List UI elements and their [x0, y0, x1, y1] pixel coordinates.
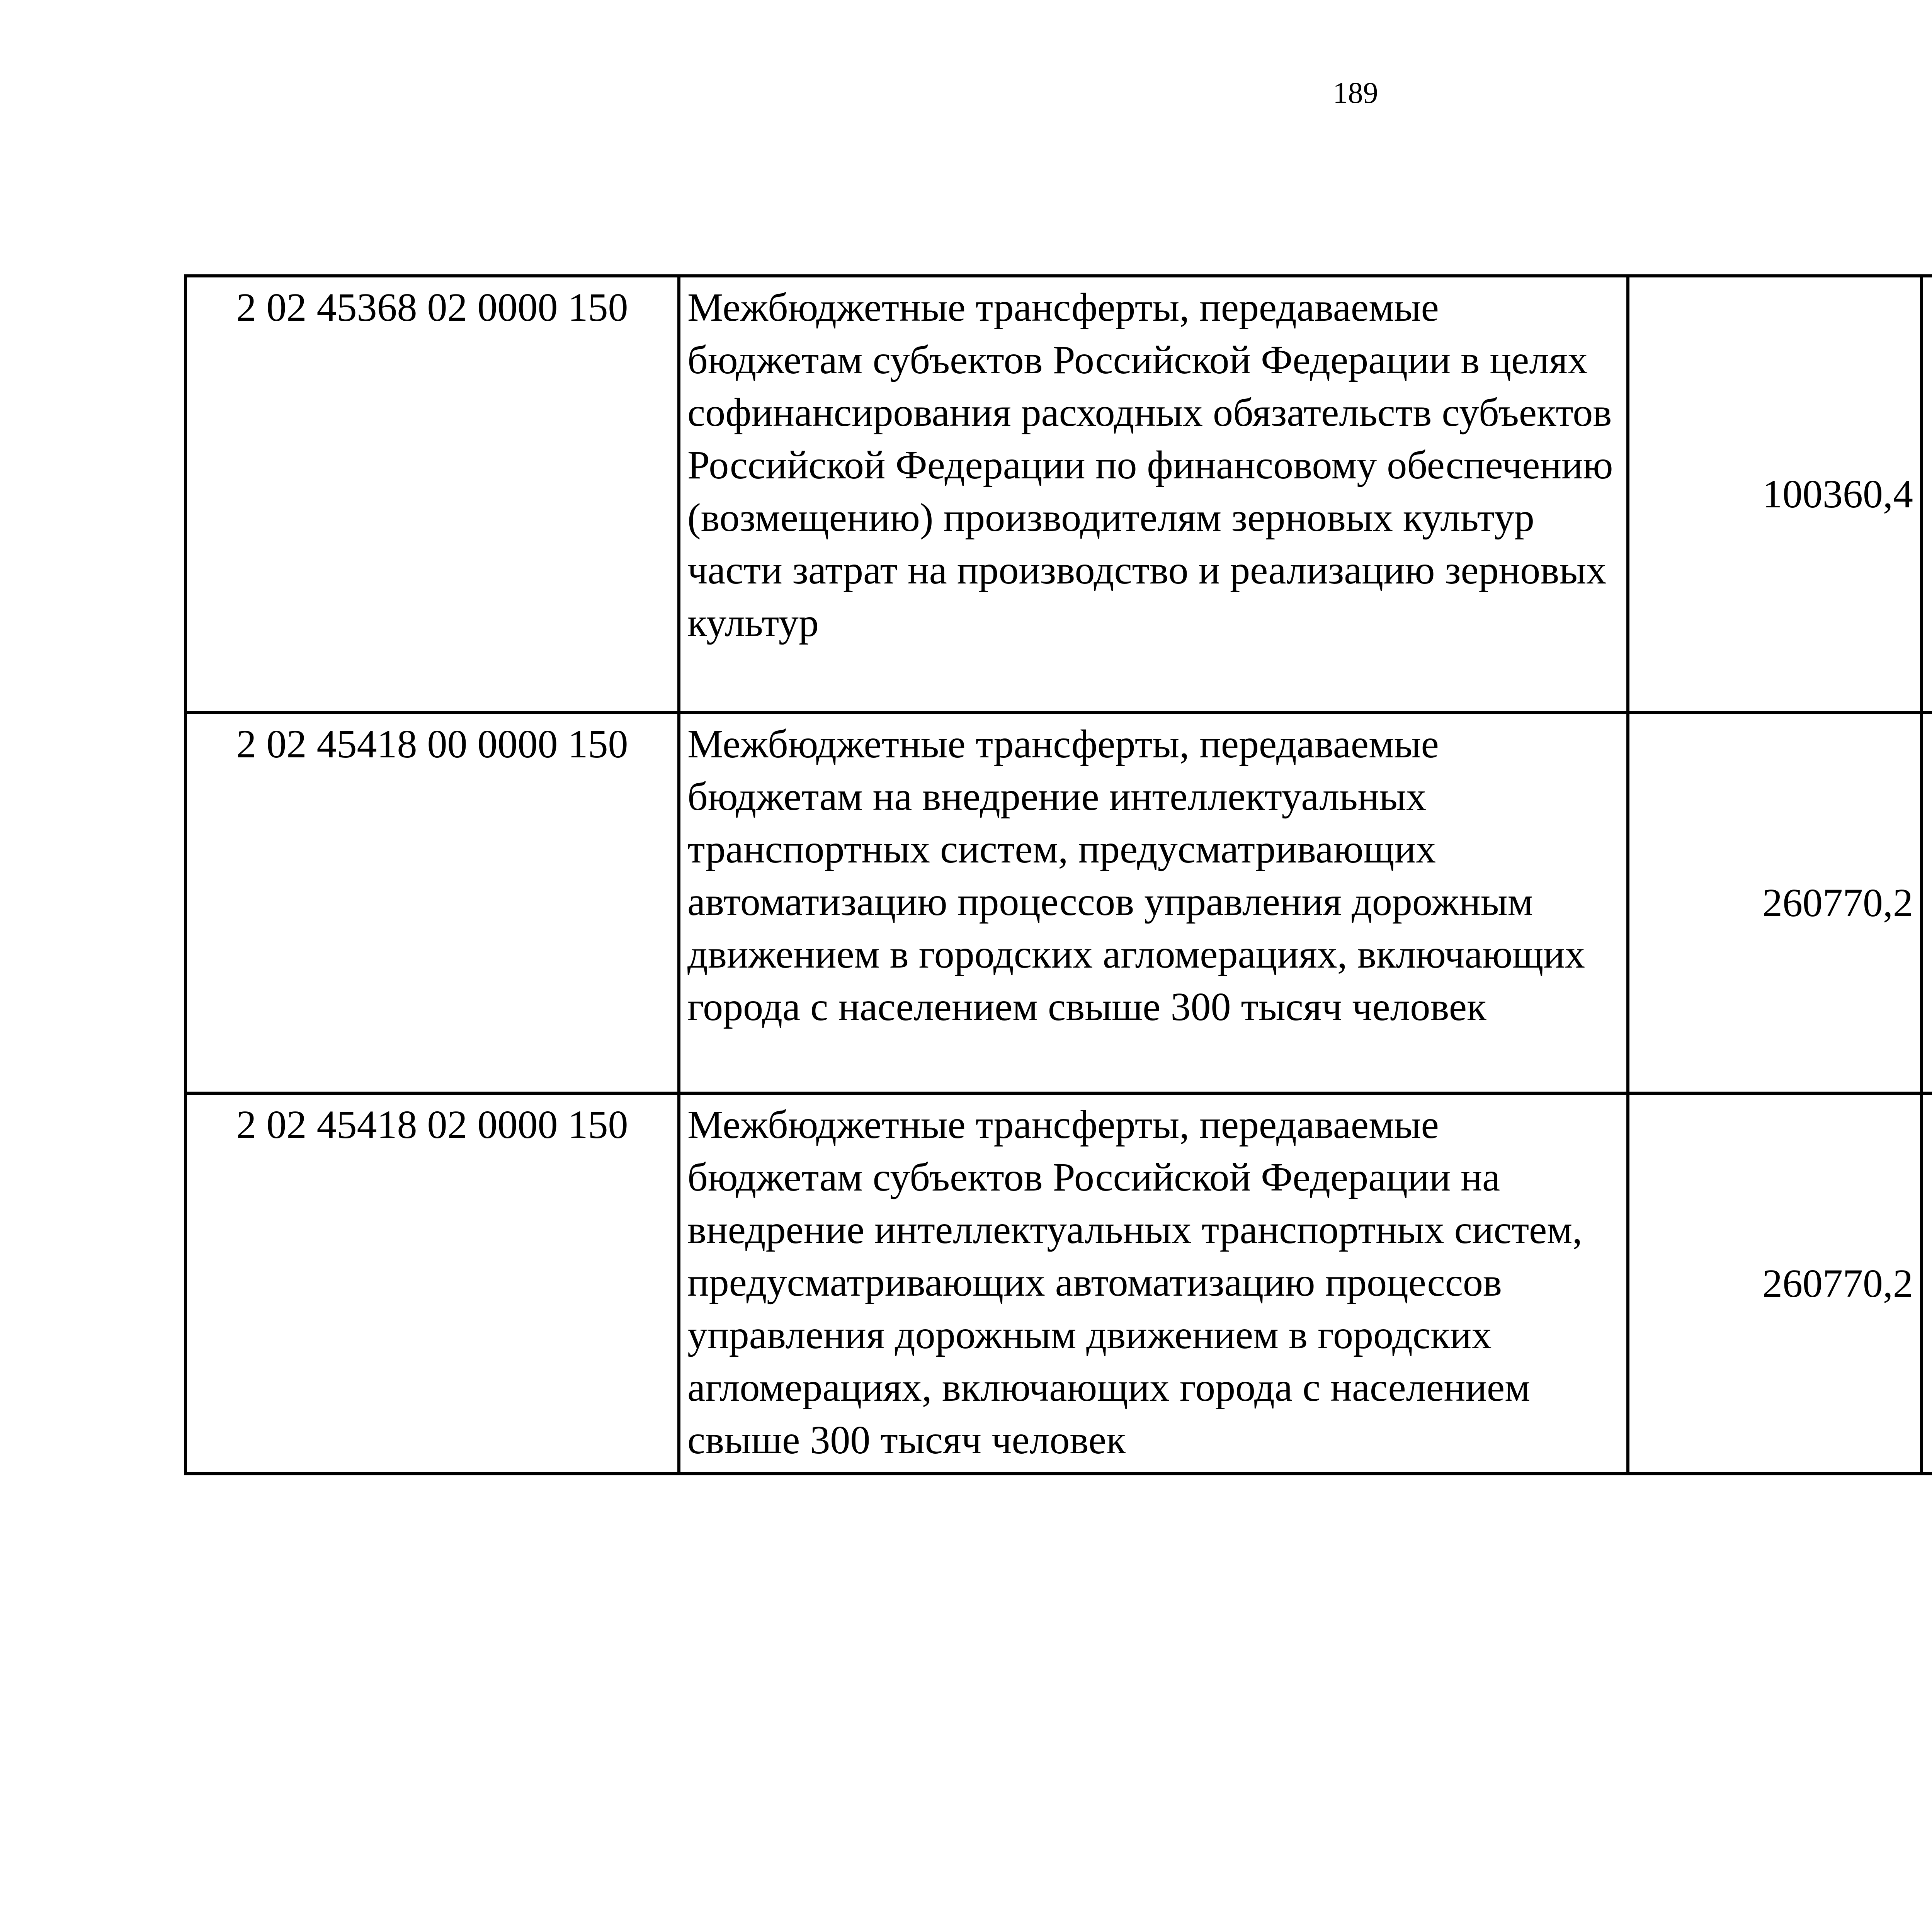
description: Межбюджетные трансферты, передаваемые бюджетам субъектов Российской Федерации в целях софинансирования расходных обязательств субъектов Российской Федерации по финансовому обеспечению (возмещению) производителям зерновых культур части затрат на производство и реализацию зерновых культур	[679, 276, 1628, 713]
table-row	[185, 1093, 1932, 1474]
page-number: 189	[1333, 76, 1378, 109]
budget-code: 2 02 45368 02 0000 150	[185, 276, 679, 713]
value-column-2	[1922, 276, 1932, 713]
description: Межбюджетные трансферты, передаваемые бюджетам субъектов Российской Федерации на внедрение интеллектуальных транспортных систем, предусматривающих автоматизацию процессов управления дорожным движением в городских агломерациях, включающих города с населением свыше 300 тысяч человек	[679, 1093, 1628, 1474]
value-column-1: 100360,4	[1628, 276, 1922, 713]
budget-code: 2 02 45418 02 0000 150	[185, 1093, 679, 1474]
description: Межбюджетные трансферты, передаваемые бюджетам на внедрение интеллектуальных транспортных систем, предусматривающих автоматизацию процессов управления дорожным движением в городских агломерациях, включающих города с населением свыше 300 тысяч человек	[679, 713, 1628, 1093]
table-row	[185, 713, 1932, 1093]
value-column-2	[1922, 1093, 1932, 1474]
value-column-1: 260770,2	[1628, 713, 1922, 1093]
budget-table	[184, 274, 1932, 1475]
value-column-1: 260770,2	[1628, 1093, 1922, 1474]
value-column-2	[1922, 713, 1932, 1093]
budget-code: 2 02 45418 00 0000 150	[185, 713, 679, 1093]
table-row	[185, 276, 1932, 713]
